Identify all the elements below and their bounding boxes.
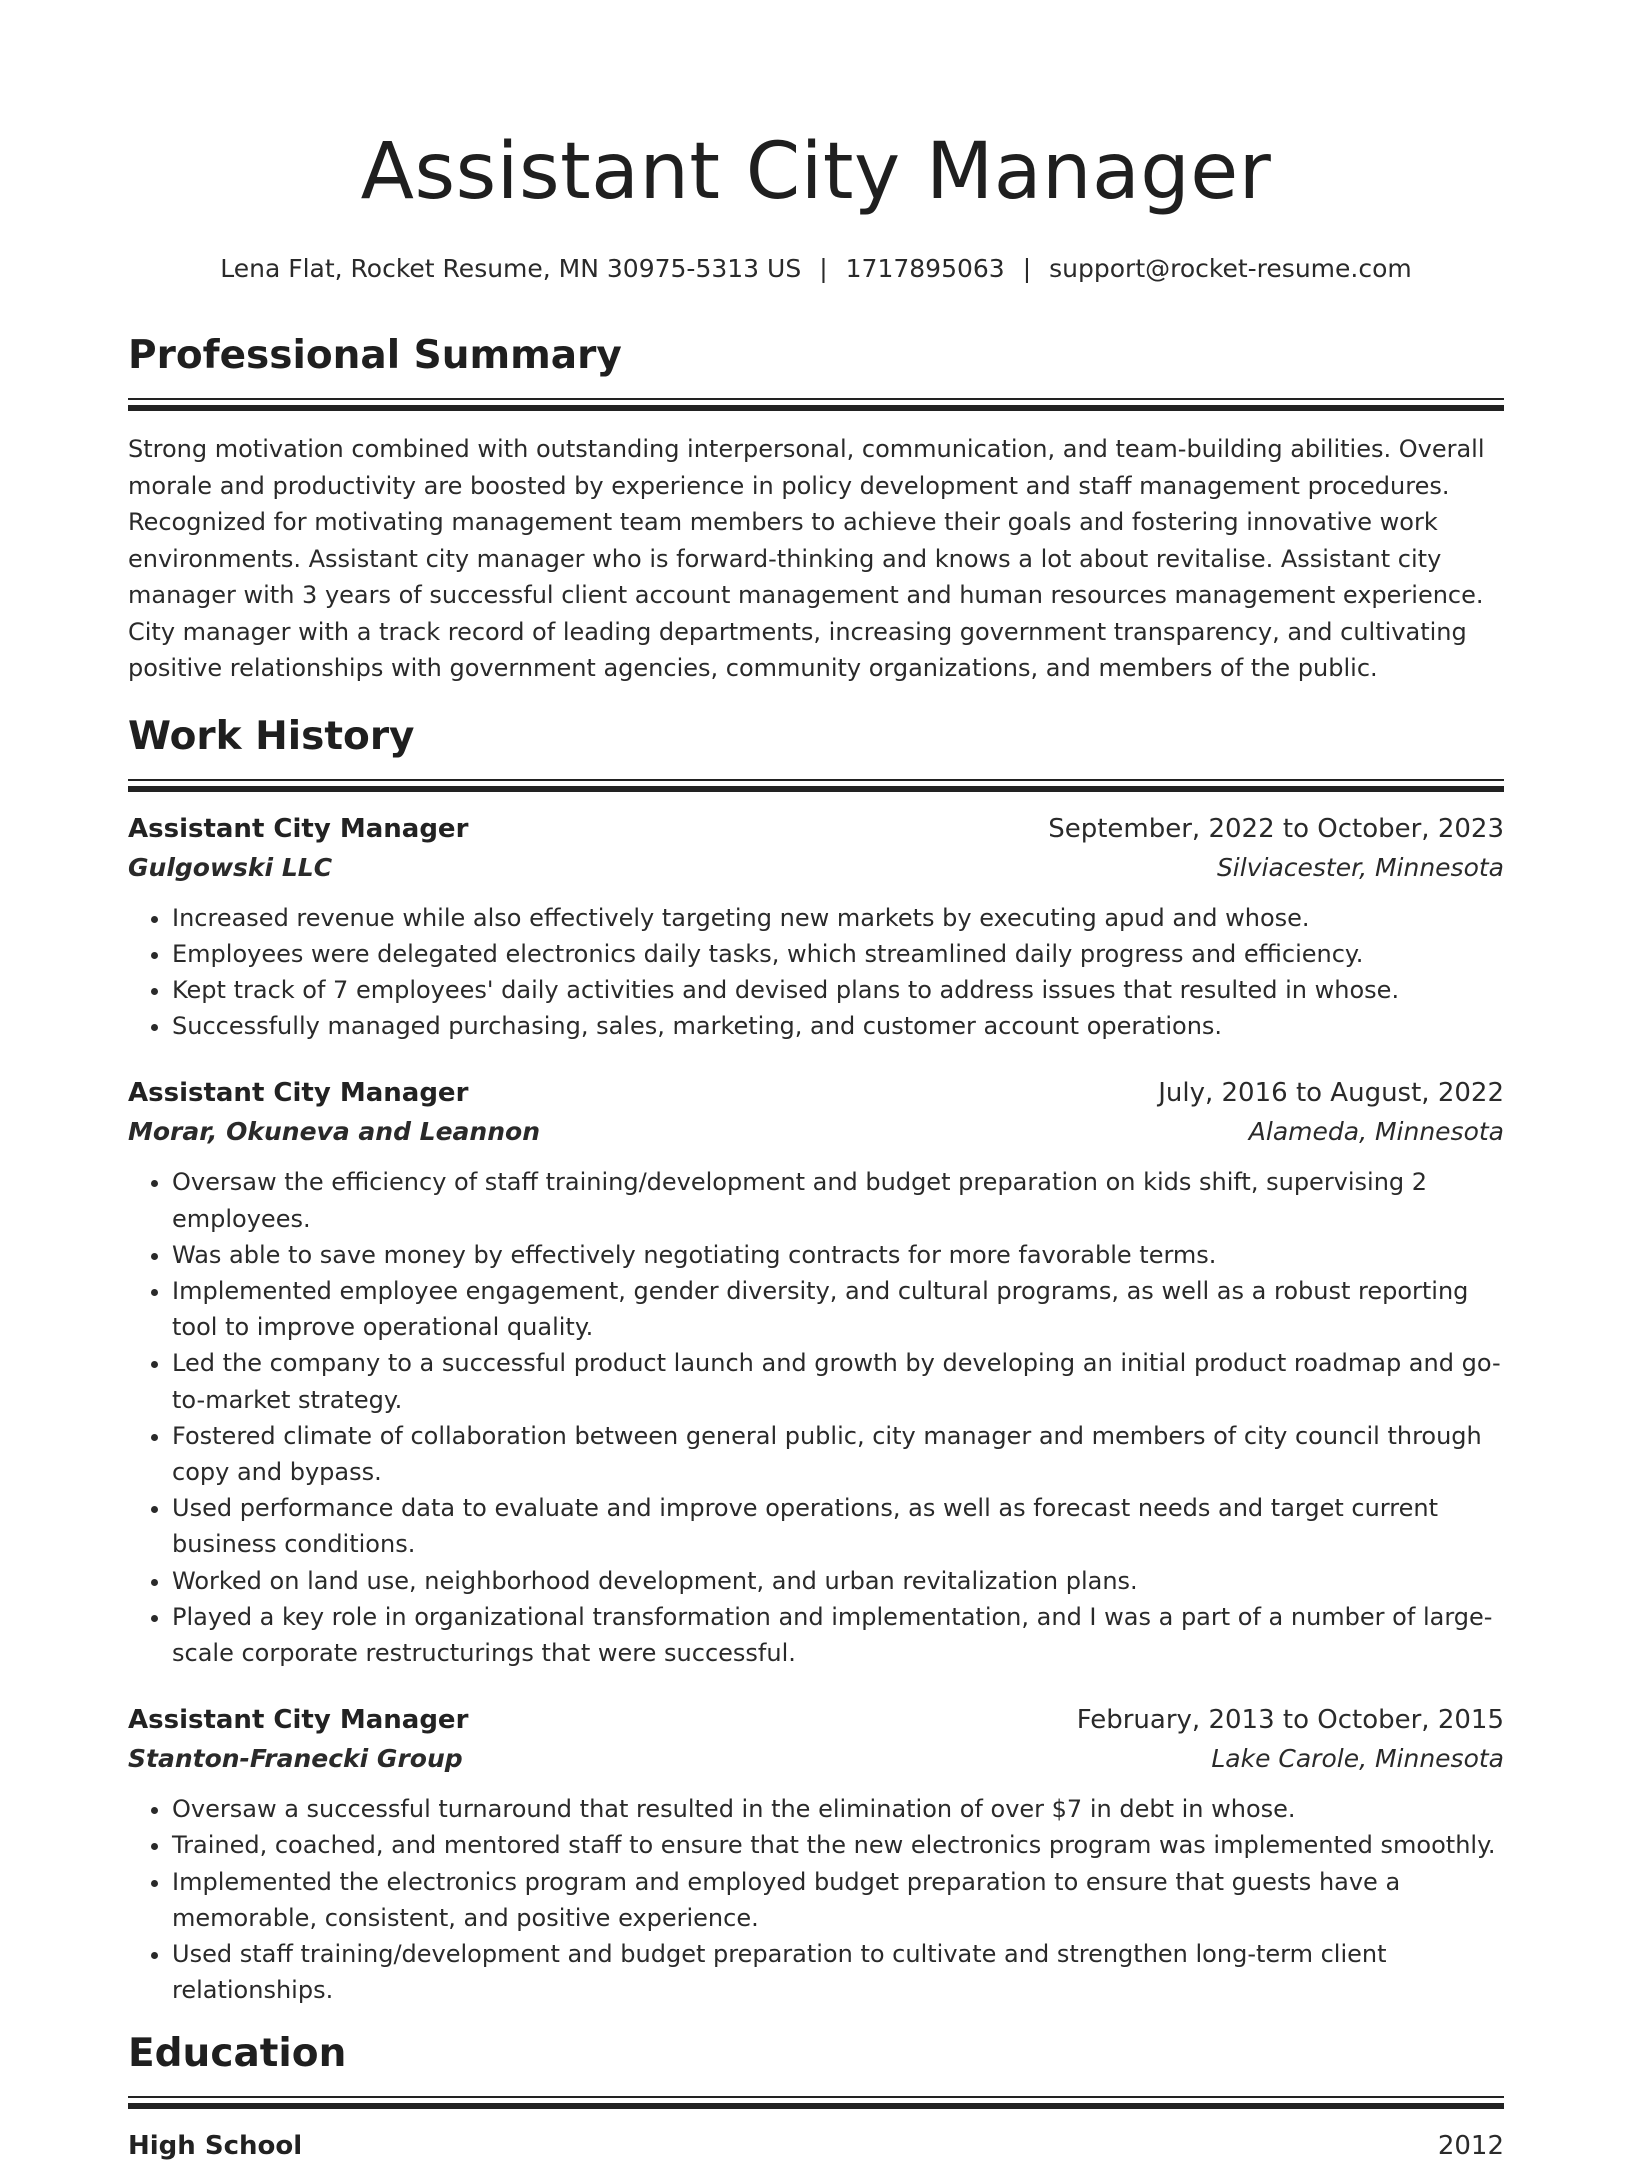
list-item: • Increased revenue while also effectively targeting new markets by executing apud and whose. [172,900,1504,936]
job-title: Assistant City Manager [128,813,469,844]
list-item: • Used staff training/development and budget preparation to cultivate and strengthen long-term client relationships. [172,1936,1504,2008]
list-item: • Oversaw the efficiency of staff training/development and budget preparation on kids shift, supervising 2 employees. [172,1164,1504,1236]
contact-phone: 1717895063 [845,254,1005,283]
education-year: 2012 [1437,2131,1504,2162]
job-location: Lake Carole, Minnesota [1211,1744,1504,1774]
job-company: Morar, Okuneva and Leannon [128,1117,540,1147]
education-entry [128,2127,1504,2165]
section-divider [128,398,1504,411]
contact-line [128,252,1504,286]
section-divider [128,2096,1504,2109]
list-item: • Fostered climate of collaboration between general public, city manager and members of city council through copy and bypass. [172,1418,1504,1490]
job-dates: September, 2022 to October, 2023 [1048,813,1504,844]
job-title: Assistant City Manager [128,1078,469,1109]
section-work-history [128,713,1504,2009]
resume-title: Assistant City Manager [360,127,1272,217]
education-degree: High School [128,2131,303,2162]
summary-text: Strong motivation combined with outstanding interpersonal, communication, and team-building abilities. Overall morale and productivity are boosted by experience in policy development and staff management procedures. Recognized for motivating management team members to achieve their goals and fostering innovative work environments. Assistant city manager who is forward-thinking and knows a lot about revitalise. Assistant city manager with 3 years of successful client account management and human resources management experience. City manager with a track record of leading departments, increasing government transparency, and cultivating positive relationships with government agencies, community organizations, and members of the public. [128,435,1485,682]
list-item: • Employees were delegated electronics daily tasks, which streamlined daily progress and efficiency. [172,936,1504,972]
job-location: Silviacester, Minnesota [1216,852,1504,882]
job-bullets [128,900,1504,1045]
job-entry [128,1074,1504,1671]
section-divider [128,779,1504,792]
section-heading: Professional Summary [128,333,622,378]
job-location: Alameda, Minnesota [1248,1117,1504,1147]
list-item: • Trained, coached, and mentored staff to ensure that the new electronics program was implemented smoothly. [172,1827,1504,1863]
job-entry [128,810,1504,1045]
list-item: • Implemented employee engagement, gender diversity, and cultural programs, as well as a robust reporting tool to improve operational quality. [172,1273,1504,1345]
list-item: • Kept track of 7 employees' daily activities and devised plans to address issues that resulted in whose. [172,972,1504,1008]
job-company: Gulgowski LLC [128,852,333,882]
list-item: • Oversaw a successful turnaround that resulted in the elimination of over $7 in debt in whose. [172,1791,1504,1827]
contact-email: support@rocket-resume.com [1049,254,1412,283]
section-heading: Work History [128,713,415,759]
job-dates: July, 2016 to August, 2022 [1158,1078,1504,1109]
contact-address: Lena Flat, Rocket Resume, MN 30975-5313 US [220,254,802,283]
job-title: Assistant City Manager [128,1705,469,1736]
list-item: • Successfully managed purchasing, sales, marketing, and customer account operations. [172,1008,1504,1044]
list-item: • Led the company to a successful product launch and growth by developing an initial product roadmap and go-to-market strategy. [172,1345,1504,1417]
section-education [128,2030,1504,2165]
section-heading: Education [128,2031,347,2077]
job-bullets [128,1164,1504,1671]
section-professional-summary [128,332,1504,687]
contact-separator: | [1022,254,1032,283]
list-item: • Was able to save money by effectively negotiating contracts for more favorable terms. [172,1237,1504,1273]
list-item: • Worked on land use, neighborhood development, and urban revitalization plans. [172,1563,1504,1599]
job-entry [128,1701,1504,2008]
job-company: Stanton-Franecki Group [128,1744,463,1774]
job-dates: February, 2013 to October, 2015 [1076,1705,1504,1736]
list-item: • Played a key role in organizational transformation and implementation, and I was a part of a number of large-scale corporate restructurings that were successful. [172,1599,1504,1671]
list-item: • Used performance data to evaluate and improve operations, as well as forecast needs and target current business conditions. [172,1490,1504,1562]
job-bullets [128,1791,1504,2008]
list-item: • Implemented the electronics program and employed budget preparation to ensure that guests have a memorable, consistent, and positive experience. [172,1864,1504,1936]
contact-separator: | [819,254,828,283]
